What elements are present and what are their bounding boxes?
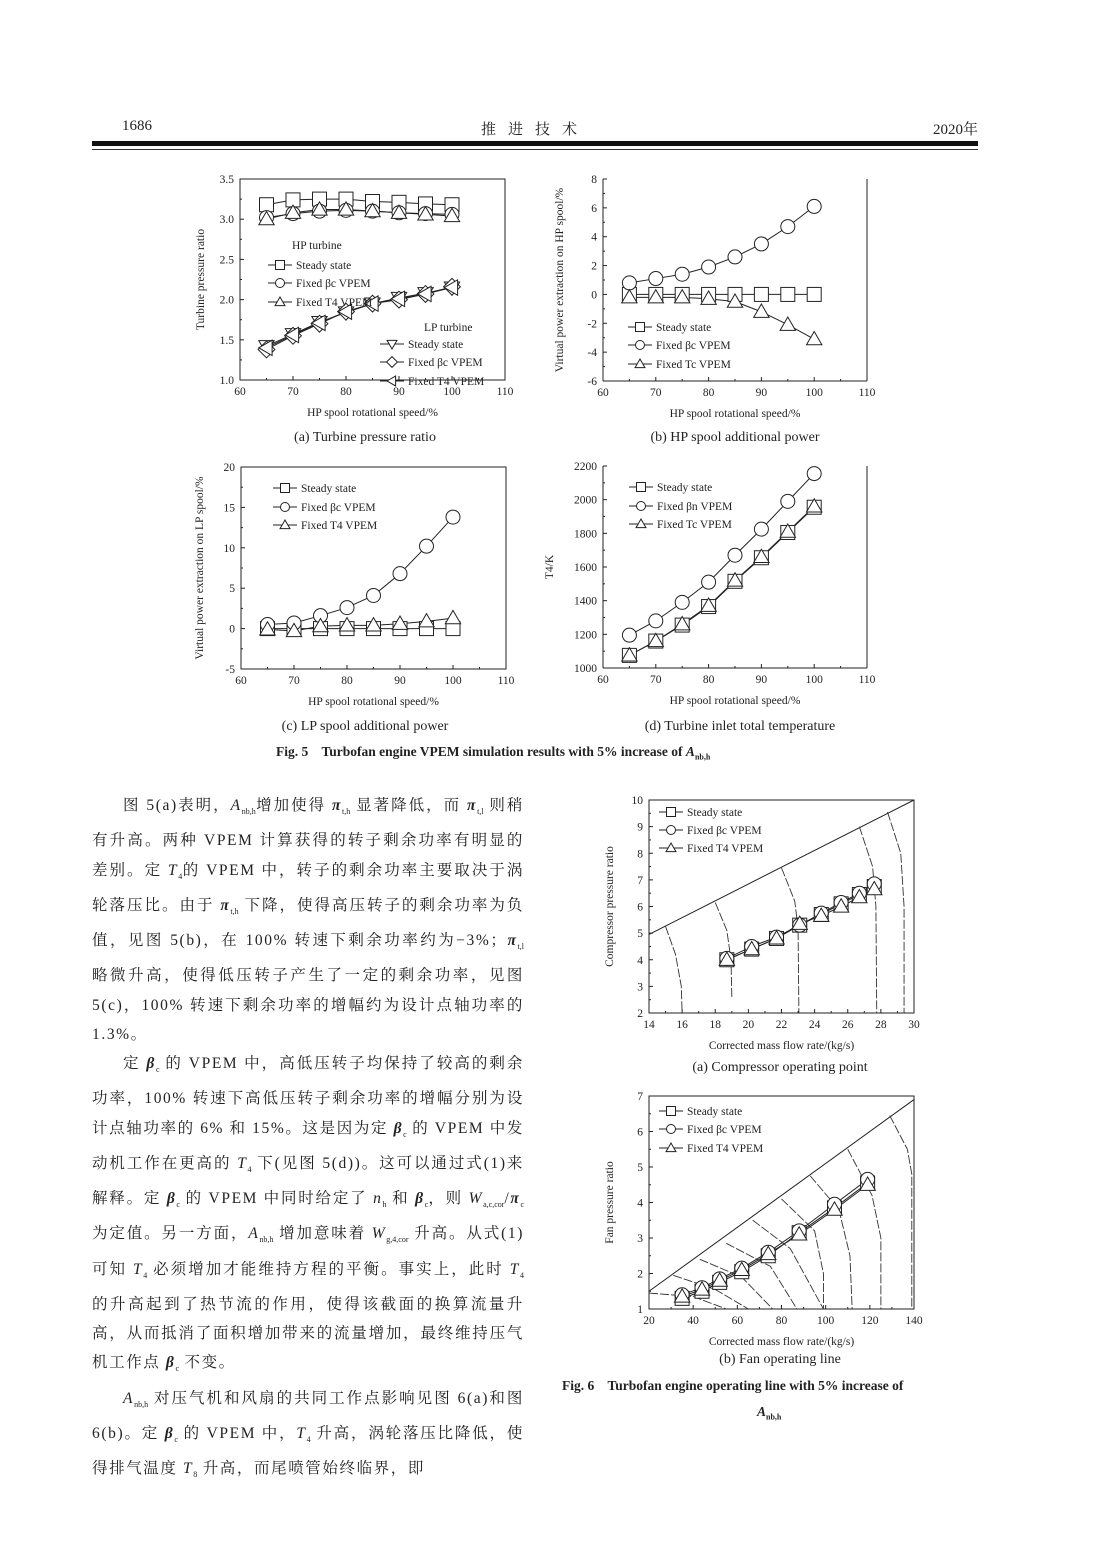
chart-5d-turbine-inlet-temp [540, 455, 890, 715]
subcaption-5a: (a) Turbine pressure ratio [294, 430, 436, 445]
svg-text:2: 2 [591, 260, 597, 273]
svg-text:80: 80 [702, 387, 715, 399]
svg-text:90: 90 [755, 387, 768, 399]
subcaption-5d: (d) Turbine inlet total temperature [644, 719, 836, 734]
svg-text:2: 2 [637, 1008, 643, 1020]
svg-text:Fixed βn VPEM: Fixed βn VPEM [657, 501, 733, 513]
svg-text:90: 90 [393, 386, 405, 398]
header-rule-thick [92, 141, 978, 146]
svg-text:Steady state: Steady state [687, 807, 743, 819]
svg-text:1: 1 [637, 1304, 643, 1316]
svg-text:LP turbine: LP turbine [424, 322, 473, 334]
svg-text:5: 5 [637, 928, 643, 941]
svg-text:2.5: 2.5 [219, 254, 234, 267]
svg-text:4: 4 [591, 231, 597, 244]
svg-text:70: 70 [288, 675, 300, 687]
journal-title: 推进技术 [480, 122, 589, 138]
svg-text:3.0: 3.0 [219, 214, 234, 227]
svg-text:Steady state: Steady state [657, 482, 713, 494]
svg-text:Steady state: Steady state [408, 339, 464, 351]
svg-text:Corrected mass flow rate/(kg/s: Corrected mass flow rate/(kg/s) [708, 1336, 855, 1348]
svg-text:-5: -5 [225, 664, 235, 676]
svg-text:2: 2 [637, 1268, 643, 1281]
chart-svg [540, 455, 890, 715]
svg-text:7: 7 [637, 874, 643, 887]
svg-text:3.5: 3.5 [219, 174, 234, 186]
svg-text:5: 5 [637, 1162, 643, 1174]
svg-text:80: 80 [702, 674, 715, 686]
svg-text:60: 60 [234, 386, 246, 398]
svg-text:HP spool rotational speed/%: HP spool rotational speed/% [669, 695, 801, 707]
svg-text:Fan pressure ratio: Fan pressure ratio [604, 1161, 616, 1244]
svg-text:2.0: 2.0 [219, 294, 234, 307]
svg-text:9: 9 [637, 821, 643, 834]
subcaption-6b: (b) Fan operating line [719, 1352, 841, 1367]
svg-text:HP turbine: HP turbine [292, 240, 342, 252]
svg-text:-2: -2 [587, 318, 597, 331]
figure-6-caption: Fig. 6 Turbofan engine operating line with 5% increase of [562, 1378, 904, 1393]
page-number: 1686 [122, 118, 152, 134]
svg-text:Fixed Tc VPEM: Fixed Tc VPEM [656, 359, 731, 371]
svg-text:Corrected mass flow rate/(kg/s: Corrected mass flow rate/(kg/s) [708, 1040, 855, 1052]
svg-text:Fixed βc VPEM: Fixed βc VPEM [687, 825, 762, 837]
svg-text:28: 28 [875, 1019, 887, 1031]
figure-6-caption-line2: $A_{nb,h}$ [757, 1404, 782, 1422]
svg-text:4: 4 [637, 1197, 643, 1210]
svg-text:20: 20 [742, 1019, 755, 1031]
svg-text:26: 26 [842, 1019, 854, 1031]
svg-text:60: 60 [731, 1315, 744, 1327]
svg-text:90: 90 [394, 675, 406, 687]
series-markers [622, 467, 821, 643]
svg-text:Steady state: Steady state [656, 322, 712, 334]
svg-text:Fixed T4 VPEM: Fixed T4 VPEM [296, 297, 373, 309]
svg-text:20: 20 [223, 462, 235, 474]
svg-text:100: 100 [444, 675, 462, 687]
svg-text:6: 6 [637, 901, 643, 914]
svg-text:100: 100 [443, 386, 461, 398]
chart-6a-compressor-operating-point [600, 785, 930, 1055]
svg-text:Fixed βc VPEM: Fixed βc VPEM [296, 278, 371, 290]
svg-text:10: 10 [631, 795, 643, 807]
svg-text:4: 4 [637, 954, 643, 967]
svg-text:1.0: 1.0 [219, 375, 234, 387]
chart-svg [190, 165, 530, 425]
subcaption-5b: (b) HP spool additional power [650, 430, 820, 445]
svg-text:1000: 1000 [574, 663, 597, 675]
svg-text:3: 3 [637, 981, 643, 994]
subcaption-6a: (a) Compressor operating point [692, 1060, 868, 1075]
year: 2020年 [932, 122, 978, 138]
svg-text:2200: 2200 [574, 461, 597, 473]
svg-text:-6: -6 [587, 376, 597, 388]
svg-text:6: 6 [591, 202, 597, 215]
header-rule-thin [92, 149, 978, 150]
svg-text:Fixed βc VPEM: Fixed βc VPEM [408, 357, 483, 369]
svg-text:15: 15 [223, 502, 235, 515]
svg-text:110: 110 [496, 386, 514, 398]
svg-text:Fixed βc VPEM: Fixed βc VPEM [687, 1124, 762, 1136]
svg-text:Compressor pressure ratio: Compressor pressure ratio [604, 846, 616, 967]
svg-text:14: 14 [643, 1019, 655, 1031]
svg-text:1200: 1200 [574, 629, 597, 642]
svg-text:110: 110 [858, 387, 876, 399]
svg-text:100: 100 [817, 1315, 835, 1327]
figure-5-caption: Fig. 5 Turbofan engine VPEM simulation results with 5% increase of $A_{nb,h}$ [276, 744, 711, 762]
svg-text:Fixed T4 VPEM: Fixed T4 VPEM [408, 376, 485, 388]
svg-text:30: 30 [908, 1019, 920, 1031]
svg-text:Steady state: Steady state [301, 483, 357, 495]
svg-text:60: 60 [597, 387, 609, 399]
chart-6b-fan-operating-line [600, 1082, 930, 1352]
svg-text:Steady state: Steady state [687, 1106, 743, 1118]
svg-text:Fixed Tc VPEM: Fixed Tc VPEM [657, 519, 732, 531]
running-header [92, 118, 978, 138]
svg-text:110: 110 [858, 674, 876, 686]
svg-text:22: 22 [775, 1019, 788, 1031]
chart-svg [600, 785, 930, 1055]
svg-text:40: 40 [687, 1315, 699, 1327]
series-markers [622, 199, 821, 289]
svg-text:2000: 2000 [574, 494, 597, 507]
svg-text:110: 110 [497, 675, 515, 687]
svg-text:Fixed T4 VPEM: Fixed T4 VPEM [687, 1143, 764, 1155]
svg-text:7: 7 [637, 1091, 643, 1103]
paragraph-3: $A_{nb,h}$ 对压气机和风扇的共同工作点影响见图 6(a)和图 6(b)。定 $\beta_c$ 的 VPEM 中，$T_4$ 升高，涡轮落压比降低，使得排气温度 $T_8$ 升高，而尾喷管始终临界，即 [92, 1389, 524, 1480]
svg-text:120: 120 [861, 1315, 879, 1327]
svg-text:90: 90 [755, 674, 768, 686]
svg-text:6: 6 [637, 1126, 643, 1139]
svg-text:1.5: 1.5 [219, 334, 234, 347]
svg-text:Fixed βc VPEM: Fixed βc VPEM [656, 340, 731, 352]
svg-text:24: 24 [808, 1019, 821, 1031]
svg-text:60: 60 [235, 675, 247, 687]
chart-svg [190, 455, 530, 715]
svg-text:70: 70 [287, 386, 299, 398]
svg-text:80: 80 [340, 386, 352, 398]
svg-text:-4: -4 [587, 347, 597, 360]
paragraph-2: 定 $\beta_c$ 的 VPEM 中，高低压转子均保持了较高的剩余功率，100% 转速下高低压转子剩余功率的增幅分别为设计点轴功率的 6% 和 15%。这是因为定 $\beta_c$ 的 VPEM 中发动机工作在更高的 $T_4$ 下(见图 5(d))。这可以通过式(1)来解释。定 $\beta_c$ 的 VPEM 中同时给定了 $n_h$ 和 $\beta_c$，则 $W_{a,c,cor}/\pi_c$ 为定值。另一方面，$A_{nb,h}$ 增加意味着 $W_{g,4,cor}$ 升高。从式(1)可知 $T_4$ 必须增加才能维持方程的平衡。事实上，此时 $T_4$ 的升高起到了热节流的作用，使得该截面的换算流量升高，从而抵消了面积增加带来的流量增加，最终维持压气机工作点 $\beta_c$ 不变。 [92, 1055, 525, 1374]
svg-text:Fixed βc VPEM: Fixed βc VPEM [301, 502, 376, 514]
paragraph-1: 图 5(a)表明，$A_{nb,h}$增加使得 $\pi_{t,h}$ 显著降低，而 $\pi_{t,l}$ 则稍有升高。两种 VPEM 计算获得的转子剩余功率有明显的差别。定 $T_4$的 VPEM 中，转子的剩余功率主要取决于涡轮落压比。由于 $\pi_{t,h}$ 下降，使得高压转子的剩余功率为负值，见图 5(b)，在 100% 转速下剩余功率约为−3%；$\pi_{t,l}$略微升高，使得低压转子产生了一定的剩余功率，见图 5(c)，100% 转速下剩余功率的增幅约为设计点轴功率的 1.3%。 [92, 797, 524, 1043]
svg-text:60: 60 [597, 674, 609, 686]
svg-text:70: 70 [650, 387, 662, 399]
body-text-column [92, 791, 524, 1490]
chart-svg [600, 1082, 930, 1352]
svg-text:HP spool rotational speed/%: HP spool rotational speed/% [669, 408, 801, 420]
svg-text:HP spool rotational speed/%: HP spool rotational speed/% [307, 407, 438, 419]
svg-text:70: 70 [650, 674, 662, 686]
svg-text:1600: 1600 [574, 562, 597, 574]
svg-text:16: 16 [676, 1019, 688, 1031]
svg-text:100: 100 [805, 387, 823, 399]
svg-text:100: 100 [805, 674, 823, 686]
svg-text:80: 80 [341, 675, 353, 687]
svg-text:Virtual power extraction on LP: Virtual power extraction on LP spool/% [194, 476, 206, 660]
svg-text:18: 18 [709, 1019, 721, 1031]
chart-5a-turbine-pressure-ratio [190, 165, 530, 425]
svg-text:0: 0 [591, 289, 597, 302]
svg-text:Fixed T4 VPEM: Fixed T4 VPEM [301, 520, 378, 532]
chart-5b-hp-spool-power [550, 165, 890, 425]
svg-text:8: 8 [591, 174, 597, 186]
svg-text:1400: 1400 [574, 595, 597, 608]
svg-text:80: 80 [775, 1315, 788, 1327]
svg-text:Steady state: Steady state [296, 260, 352, 272]
svg-text:Virtual power extraction on HP: Virtual power extraction on HP spool/% [554, 187, 566, 373]
svg-text:5: 5 [229, 583, 235, 596]
chart-svg [550, 165, 890, 425]
svg-text:0: 0 [229, 623, 235, 636]
svg-text:8: 8 [637, 848, 643, 861]
chart-5c-lp-spool-power [190, 455, 530, 715]
svg-text:1800: 1800 [574, 528, 597, 541]
svg-text:10: 10 [223, 542, 235, 555]
svg-text:HP spool rotational speed/%: HP spool rotational speed/% [308, 696, 439, 708]
svg-text:3: 3 [637, 1233, 643, 1245]
svg-text:140: 140 [905, 1315, 923, 1327]
svg-text:T4/K: T4/K [544, 554, 556, 580]
svg-text:20: 20 [643, 1315, 655, 1327]
svg-text:Fixed T4 VPEM: Fixed T4 VPEM [687, 843, 764, 855]
svg-text:Turbine pressure ratio: Turbine pressure ratio [195, 228, 207, 331]
subcaption-5c: (c) LP spool additional power [281, 719, 449, 734]
